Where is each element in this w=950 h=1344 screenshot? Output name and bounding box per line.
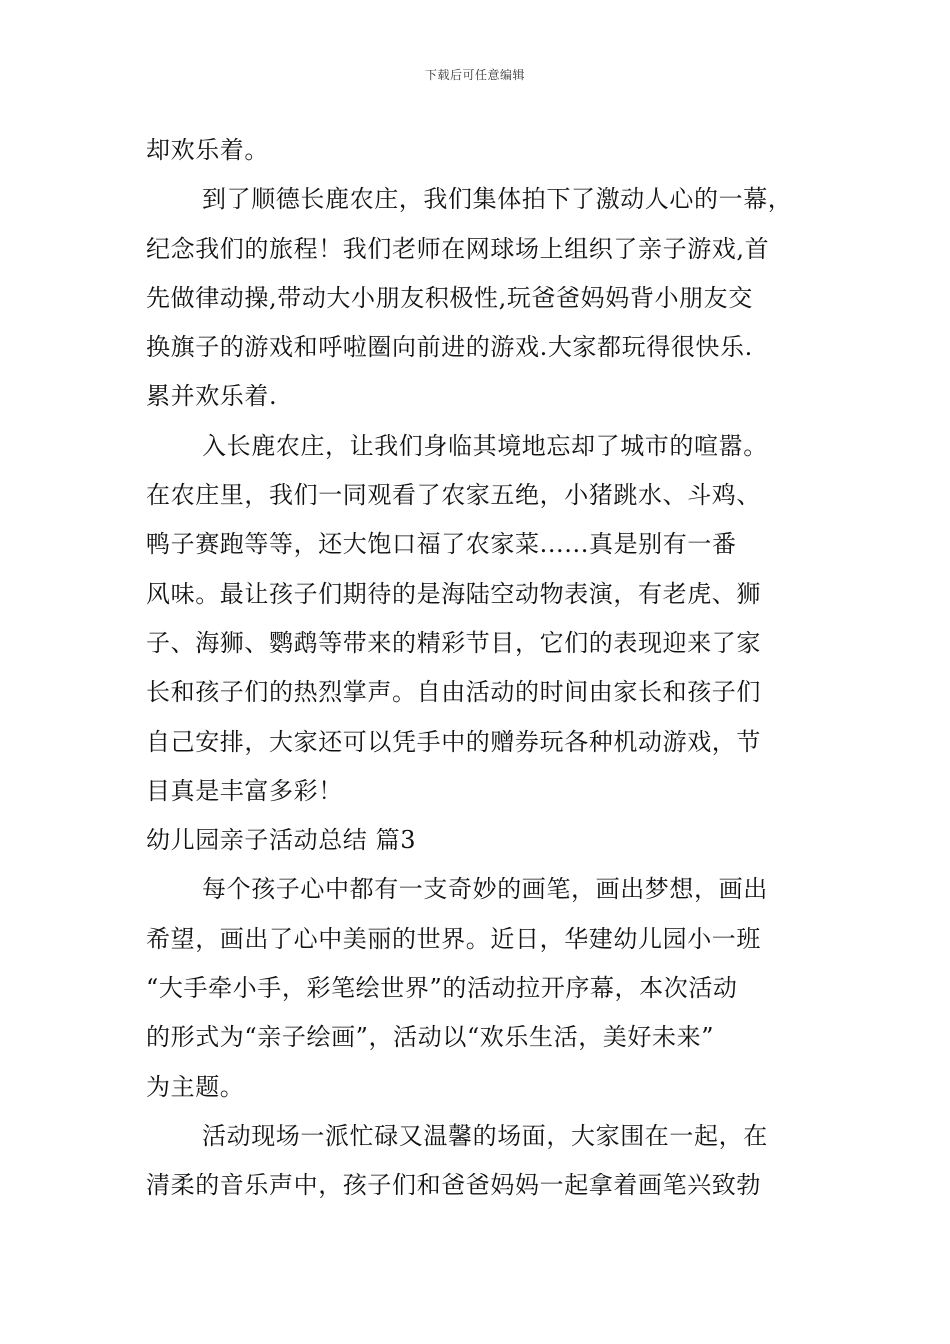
text-line: 目真是丰富多彩！ xyxy=(146,776,343,805)
page-header: 下载后可任意编辑 xyxy=(424,68,525,82)
text-line: 为主题。 xyxy=(146,1072,245,1101)
text-line: 累并欢乐着. xyxy=(146,382,278,411)
paragraph-farm-visit xyxy=(146,422,836,816)
text-line: 到了顺德长鹿农庄，我们集体拍下了激动人心的一幕， xyxy=(202,185,793,214)
text-line: 入长鹿农庄，让我们身临其境地忘却了城市的喧嚣。 xyxy=(202,431,768,460)
paragraph-activity-scene xyxy=(146,1112,836,1211)
paragraph-continuation xyxy=(146,126,836,175)
paragraph-farm-photo xyxy=(146,175,836,421)
text-line: 活动现场一派忙碌又温馨的场面，大家围在一起，在 xyxy=(202,1121,768,1150)
text-line: 鸭子赛跑等等，还大饱口福了农家菜......真是别有一番 xyxy=(146,530,737,559)
text-line: 清柔的音乐声中，孩子们和爸爸妈妈一起拿着画笔兴致勃 xyxy=(146,1171,761,1200)
text-line: “大手牵小手，彩笔绘世界”的活动拉开序幕，本次活动 xyxy=(146,974,738,1003)
document-body xyxy=(146,126,836,1211)
text-line: 的形式为“亲子绘画”，活动以“欢乐生活，美好未来” xyxy=(146,1023,715,1052)
text-line: 却欢乐着。 xyxy=(146,136,269,164)
text-line: 子、海狮、鹦鹉等带来的精彩节目，它们的表现迎来了家 xyxy=(146,628,761,657)
text-line: 纪念我们的旅程！我们老师在网球场上组织了亲子游戏,首 xyxy=(146,234,770,263)
text-line: 希望，画出了心中美丽的世界。近日，华建幼儿园小一班 xyxy=(146,924,761,953)
text-line: 每个孩子心中都有一支奇妙的画笔，画出梦想，画出 xyxy=(202,875,768,904)
text-line: 换旗子的游戏和呼啦圈向前进的游戏.大家都玩得很快乐. xyxy=(146,333,753,362)
text-line: 风味。最让孩子们期待的是海陆空动物表演，有老虎、狮 xyxy=(146,579,761,608)
section-heading: 幼儿园亲子活动总结 篇3 xyxy=(146,826,417,855)
text-line: 长和孩子们的热烈掌声。自由活动的时间由家长和孩子们 xyxy=(146,678,761,707)
text-line: 自己安排，大家还可以凭手中的赠券玩各种机动游戏，节 xyxy=(146,727,761,756)
text-line: 在农庄里，我们一同观看了农家五绝，小猪跳水、斗鸡、 xyxy=(146,481,761,510)
text-line: 先做律动操,带动大小朋友积极性,玩爸爸妈妈背小朋友交 xyxy=(146,283,753,312)
paragraph-painting-intro xyxy=(146,865,836,1111)
